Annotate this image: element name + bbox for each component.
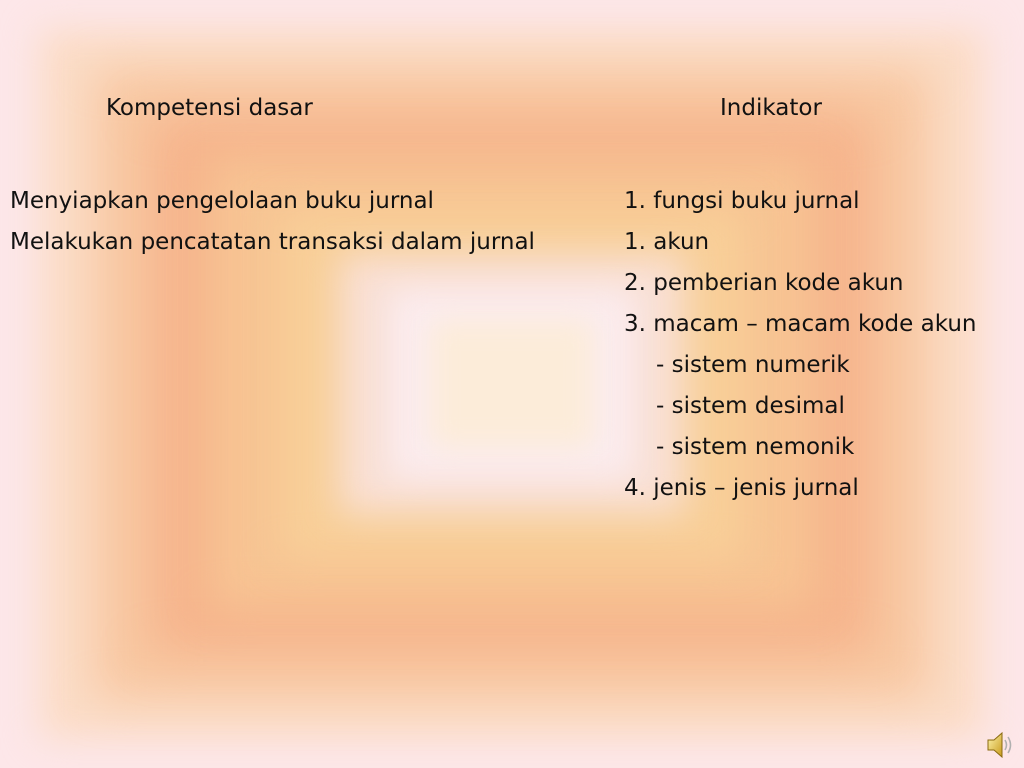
- header-indikator: Indikator: [720, 95, 822, 121]
- indicator-list: [624, 181, 976, 509]
- competency-list: [10, 181, 535, 263]
- competency-item: Menyiapkan pengelolaan buku jurnal: [10, 188, 434, 214]
- indicator-item: 1. akun: [624, 229, 710, 255]
- indicator-item: 4. jenis – jenis jurnal: [624, 475, 859, 501]
- header-kompetensi-dasar: Kompetensi dasar: [106, 95, 313, 121]
- indicator-item: 1. fungsi buku jurnal: [624, 188, 860, 214]
- indicator-item: 2. pemberian kode akun: [624, 270, 904, 296]
- indicator-item: 3. macam – macam kode akun: [624, 311, 977, 337]
- bg-frame-9: [430, 320, 594, 448]
- indicator-subitem: - sistem nemonik: [656, 434, 855, 460]
- speaker-icon-graphic: [985, 728, 1015, 762]
- competency-item: Melakukan pencatatan transaksi dalam jurnal: [10, 229, 535, 255]
- speaker-icon[interactable]: [985, 728, 1015, 762]
- indicator-subitem: - sistem numerik: [656, 352, 850, 378]
- indicator-subitem: - sistem desimal: [656, 393, 845, 419]
